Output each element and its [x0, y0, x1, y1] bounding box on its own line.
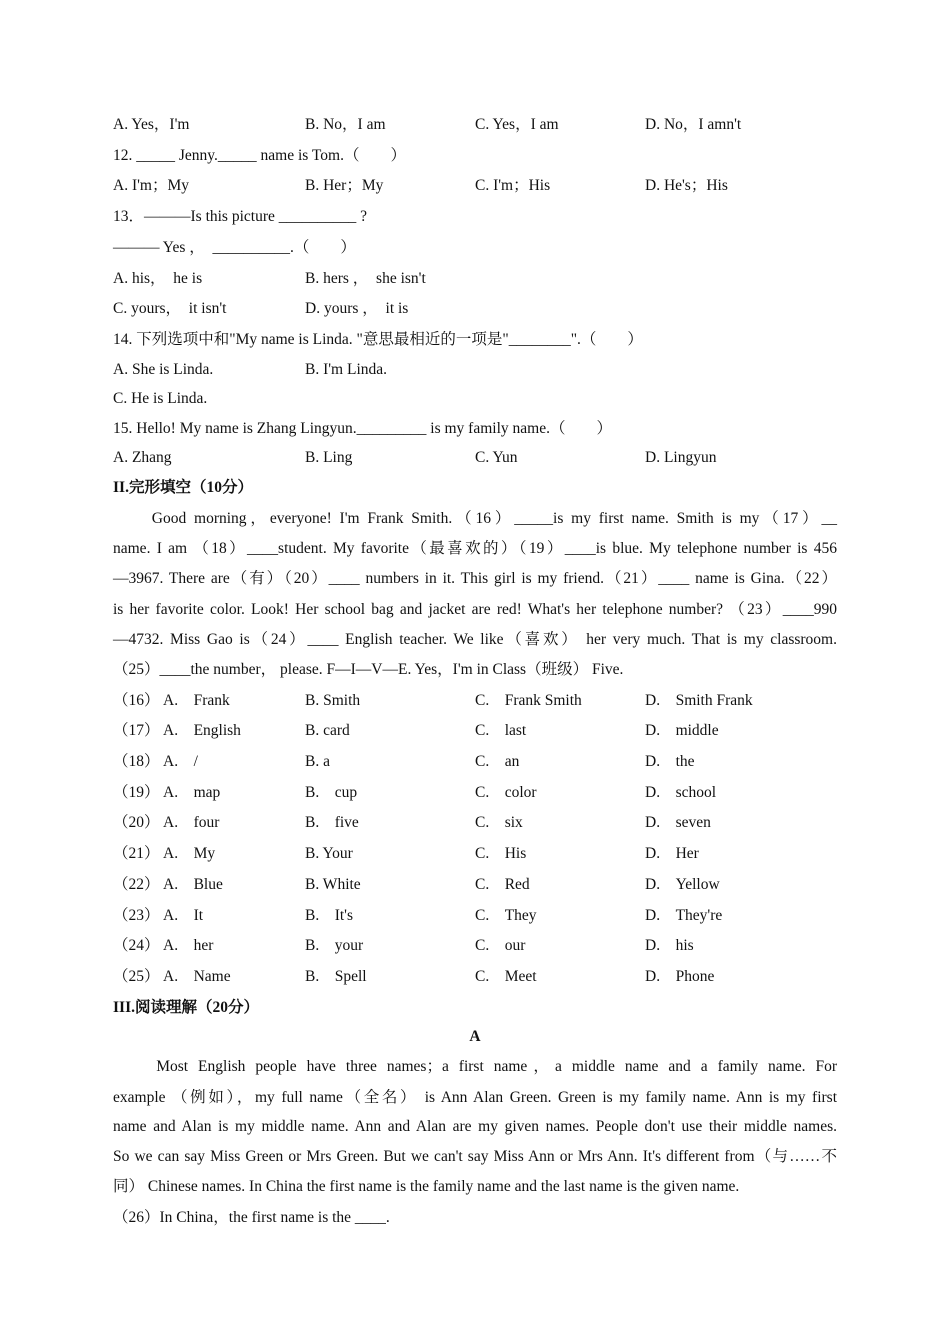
q14-option-a: A. She is Linda.: [113, 361, 214, 378]
q15-option-b: B. Ling: [305, 449, 353, 466]
cloze-option-b: B. cup: [305, 784, 358, 801]
cloze-option-b: B. Your: [305, 845, 353, 862]
q15-option-c: C. Yun: [475, 449, 518, 466]
cloze-line: —4732. Miss Gao is（24）____ English teacher. We like（喜欢） her very much. That is my classroom.: [113, 631, 837, 648]
cloze-line: name. I am （18）____student. My favorite（最喜欢的）（19）____is blue. My telephone number is 456: [113, 540, 837, 557]
cloze-option-a: A. My: [163, 845, 216, 862]
cloze-option-a: A. Blue: [163, 876, 223, 893]
q15-stem: 15. Hello! My name is Zhang Lingyun._________ is my family name.（ ）: [113, 420, 612, 437]
q13-stem-line2: ——— Yes ， __________.（ ）: [113, 239, 356, 256]
cloze-option-b: B. five: [305, 814, 359, 831]
cloze-num: （17）: [113, 722, 160, 739]
cloze-num: （23）: [113, 907, 160, 924]
cloze-option-d: D. Phone: [645, 968, 715, 985]
cloze-option-a: A. her: [163, 937, 214, 954]
cloze-option-b: B. your: [305, 937, 364, 954]
reading-line: name and Alan is my middle name. Ann and Alan are my given names. People don't use their middle names.: [113, 1118, 837, 1135]
section2-title: II.完形填空（10分）: [113, 479, 253, 496]
q13-option-b: B. hers ， she isn't: [305, 270, 426, 287]
cloze-num: （19）: [113, 784, 160, 801]
q13-option-d: D. yours ， it is: [305, 300, 409, 317]
cloze-option-d: D. middle: [645, 722, 719, 739]
cloze-option-a: A. It: [163, 907, 204, 924]
cloze-option-b: B. Spell: [305, 968, 367, 985]
q12-option-d: D. He's；His: [645, 177, 728, 194]
cloze-option-a: A. Frank: [163, 692, 230, 709]
cloze-num: （24）: [113, 937, 160, 954]
reading-line: example （例如），my full name（全名） is Ann Alan Green. Green is my family name. Ann is my first: [113, 1089, 837, 1106]
cloze-option-a: A. map: [163, 784, 221, 801]
q26-stem: （26）In China，the first name is the ____.: [113, 1209, 390, 1226]
q12-option-b: B. Her；My: [305, 177, 384, 194]
cloze-num: （21）: [113, 845, 160, 862]
cloze-num: （18）: [113, 753, 160, 770]
cloze-option-d: D. seven: [645, 814, 711, 831]
cloze-option-d: D. his: [645, 937, 694, 954]
cloze-option-c: C. Red: [475, 876, 530, 893]
cloze-line: —3967. There are（有）（20）____ numbers in it. This girl is my friend.（21）____ name is Gina.（22）: [113, 570, 837, 587]
cloze-option-d: D. Yellow: [645, 876, 720, 893]
q11-option-b: B. No，I am: [305, 116, 386, 133]
q15-option-a: A. Zhang: [113, 449, 172, 466]
cloze-option-c: C. They: [475, 907, 537, 924]
q14-option-c: C. He is Linda.: [113, 390, 208, 407]
cloze-option-c: C. our: [475, 937, 526, 954]
passage-label: A: [469, 1028, 481, 1045]
reading-line: So we can say Miss Green or Mrs Green. But we can't say Miss Ann or Mrs Ann. It's different from（与……不: [113, 1148, 837, 1165]
q15-option-d: D. Lingyun: [645, 449, 717, 466]
cloze-option-c: C. an: [475, 753, 520, 770]
cloze-line: is her favorite color. Look! Her school bag and jacket are red! What's her telephone number? （23）____990: [113, 601, 837, 618]
q12-option-a: A. I'm；My: [113, 177, 189, 194]
q12-stem: 12. _____ Jenny._____ name is Tom.（ ）: [113, 147, 406, 164]
cloze-option-b: B. a: [305, 753, 330, 770]
reading-line: Most English people have three names；a first name，a middle name and a family name. For: [113, 1058, 837, 1075]
cloze-option-c: C. last: [475, 722, 527, 739]
q11-option-c: C. Yes，I am: [475, 116, 559, 133]
cloze-option-c: C. color: [475, 784, 537, 801]
q12-option-c: C. I'm；His: [475, 177, 551, 194]
cloze-option-d: D. Smith Frank: [645, 692, 753, 709]
q11-option-a: A. Yes，I'm: [113, 116, 190, 133]
cloze-option-c: C. His: [475, 845, 527, 862]
cloze-option-a: A. /: [163, 753, 198, 770]
cloze-option-b: B. White: [305, 876, 361, 893]
q13-option-a: A. his， he is: [113, 270, 203, 287]
cloze-option-d: D. Her: [645, 845, 699, 862]
q11-option-d: D. No，I amn't: [645, 116, 742, 133]
cloze-option-a: A. Name: [163, 968, 231, 985]
cloze-option-c: C. six: [475, 814, 523, 831]
section3-title: III.阅读理解（20分）: [113, 999, 259, 1016]
cloze-option-a: A. English: [163, 722, 241, 739]
cloze-num: （25）: [113, 968, 160, 985]
cloze-option-d: D. They're: [645, 907, 723, 924]
cloze-num: （20）: [113, 814, 160, 831]
q13-stem-line1: 13．———Is this picture __________ ?: [113, 208, 368, 225]
cloze-option-c: C. Frank Smith: [475, 692, 582, 709]
q13-option-c: C. yours， it isn't: [113, 300, 227, 317]
cloze-line: （25）____the number， please. F—I—V—E. Yes，I'm in Class（班级） Five.: [113, 661, 624, 678]
q14-stem: 14. 下列选项中和"My name is Linda. "意思最相近的一项是"________".（ ）: [113, 331, 643, 348]
cloze-option-b: B. It's: [305, 907, 354, 924]
cloze-option-d: D. the: [645, 753, 695, 770]
cloze-num: （22）: [113, 876, 160, 893]
reading-line: 同） Chinese names. In China the first name is the family name and the last name is the given name.: [113, 1178, 740, 1195]
cloze-num: （16）: [113, 692, 160, 709]
cloze-option-d: D. school: [645, 784, 717, 801]
cloze-option-c: C. Meet: [475, 968, 537, 985]
cloze-line: Good morning，everyone! I'm Frank Smith.（16）_____is my first name. Smith is my（17）__: [113, 510, 837, 527]
cloze-option-a: A. four: [163, 814, 220, 831]
q14-option-b: B. I'm Linda.: [305, 361, 388, 378]
cloze-option-b: B. Smith: [305, 692, 361, 709]
cloze-option-b: B. card: [305, 722, 350, 739]
